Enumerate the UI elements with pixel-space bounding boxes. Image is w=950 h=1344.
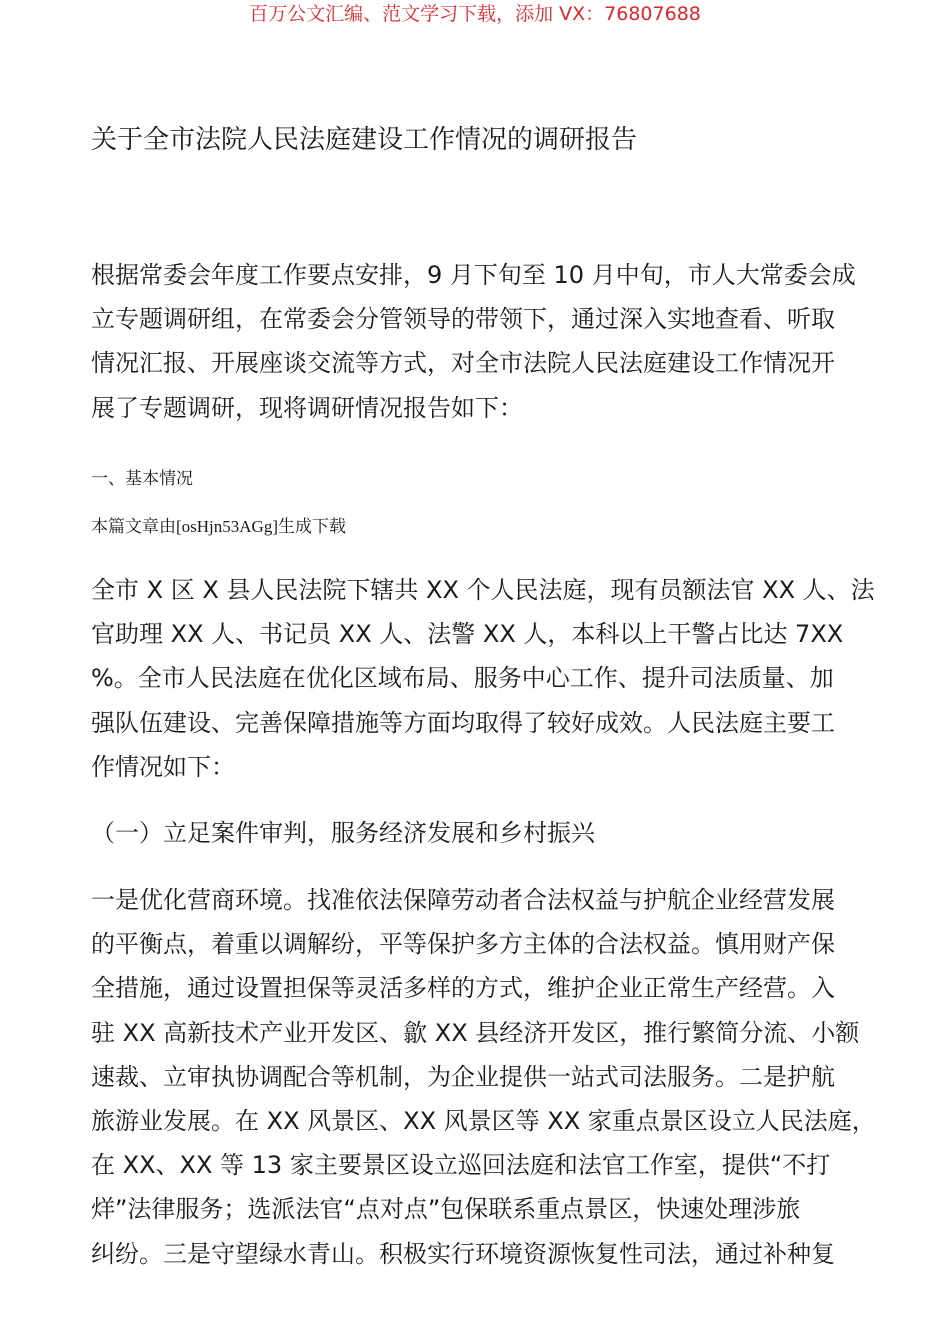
text-line: 一是优化营商环境。找准依法保障劳动者合法权益与护航企业经营发展 bbox=[91, 886, 835, 914]
text-line: 驻 XX 高新技术产业开发区、歙 XX 县经济开发区，推行繁简分流、小额 bbox=[91, 1018, 860, 1047]
basic-paragraph bbox=[91, 568, 875, 789]
text-line: 展了专题调研，现将调研情况报告如下： bbox=[91, 393, 523, 422]
section-heading: 一、基本情况 bbox=[91, 469, 193, 489]
text-line: 作情况如下： bbox=[91, 752, 235, 781]
text-line: 官助理 XX 人、书记员 XX 人、法警 XX 人，本科以上干警占比达 7XX bbox=[91, 620, 844, 649]
watermark-banner: 百万公文汇编、范文学习下载，添加 VX：76807688 bbox=[249, 3, 701, 25]
text-line: 强队伍建设、完善保障措施等方面均取得了较好成效。人民法庭主要工 bbox=[91, 708, 835, 737]
subheading bbox=[91, 811, 595, 855]
text-line: 全市 X 区 X 县人民法院下辖共 XX 个人民法庭，现有员额法官 XX 人、法 bbox=[91, 576, 875, 604]
document-title: 关于全市法院人民法庭建设工作情况的调研报告 bbox=[91, 125, 638, 155]
text-line: 旅游业发展。在 XX 风景区、XX 风景区等 XX 家重点景区设立人民法庭， bbox=[91, 1106, 876, 1135]
text-line: 全措施，通过设置担保等灵活多样的方式，维护企业正常生产经营。入 bbox=[91, 974, 835, 1003]
text-line: 在 XX、XX 等 13 家主要景区设立巡回法庭和法官工作室，提供“不打 bbox=[91, 1151, 831, 1180]
text-line: 速裁、立审执协调配合等机制，为企业提供一站式司法服务。二是护航 bbox=[91, 1062, 835, 1091]
text-line: 纠纷。三是守望绿水青山。积极实行环境资源恢复性司法，通过补种复 bbox=[91, 1239, 835, 1268]
generated-note: 本篇文章由[osHjn53AGg]生成下载 bbox=[91, 517, 346, 536]
text-line: %。全市人民法庭在优化区域布局、服务中心工作、提升司法质量、加 bbox=[91, 664, 834, 693]
subheading-text: （一）立足案件审判，服务经济发展和乡村振兴 bbox=[91, 819, 595, 847]
intro-paragraph bbox=[91, 253, 856, 430]
text-line: 的平衡点，着重以调解纷，平等保护多方主体的合法权益。慎用财产保 bbox=[91, 930, 835, 959]
body-paragraph bbox=[91, 878, 876, 1276]
text-line: 情况汇报、开展座谈交流等方式，对全市法院人民法庭建设工作情况开 bbox=[91, 349, 835, 378]
text-line: 烊”法律服务；选派法官“点对点”包保联系重点景区，快速处理涉旅 bbox=[91, 1195, 801, 1224]
text-line: 立专题调研组，在常委会分管领导的带领下，通过深入实地查看、听取 bbox=[91, 305, 835, 334]
text-line: 根据常委会年度工作要点安排，9 月下旬至 10 月中旬，市人大常委会成 bbox=[91, 261, 856, 289]
